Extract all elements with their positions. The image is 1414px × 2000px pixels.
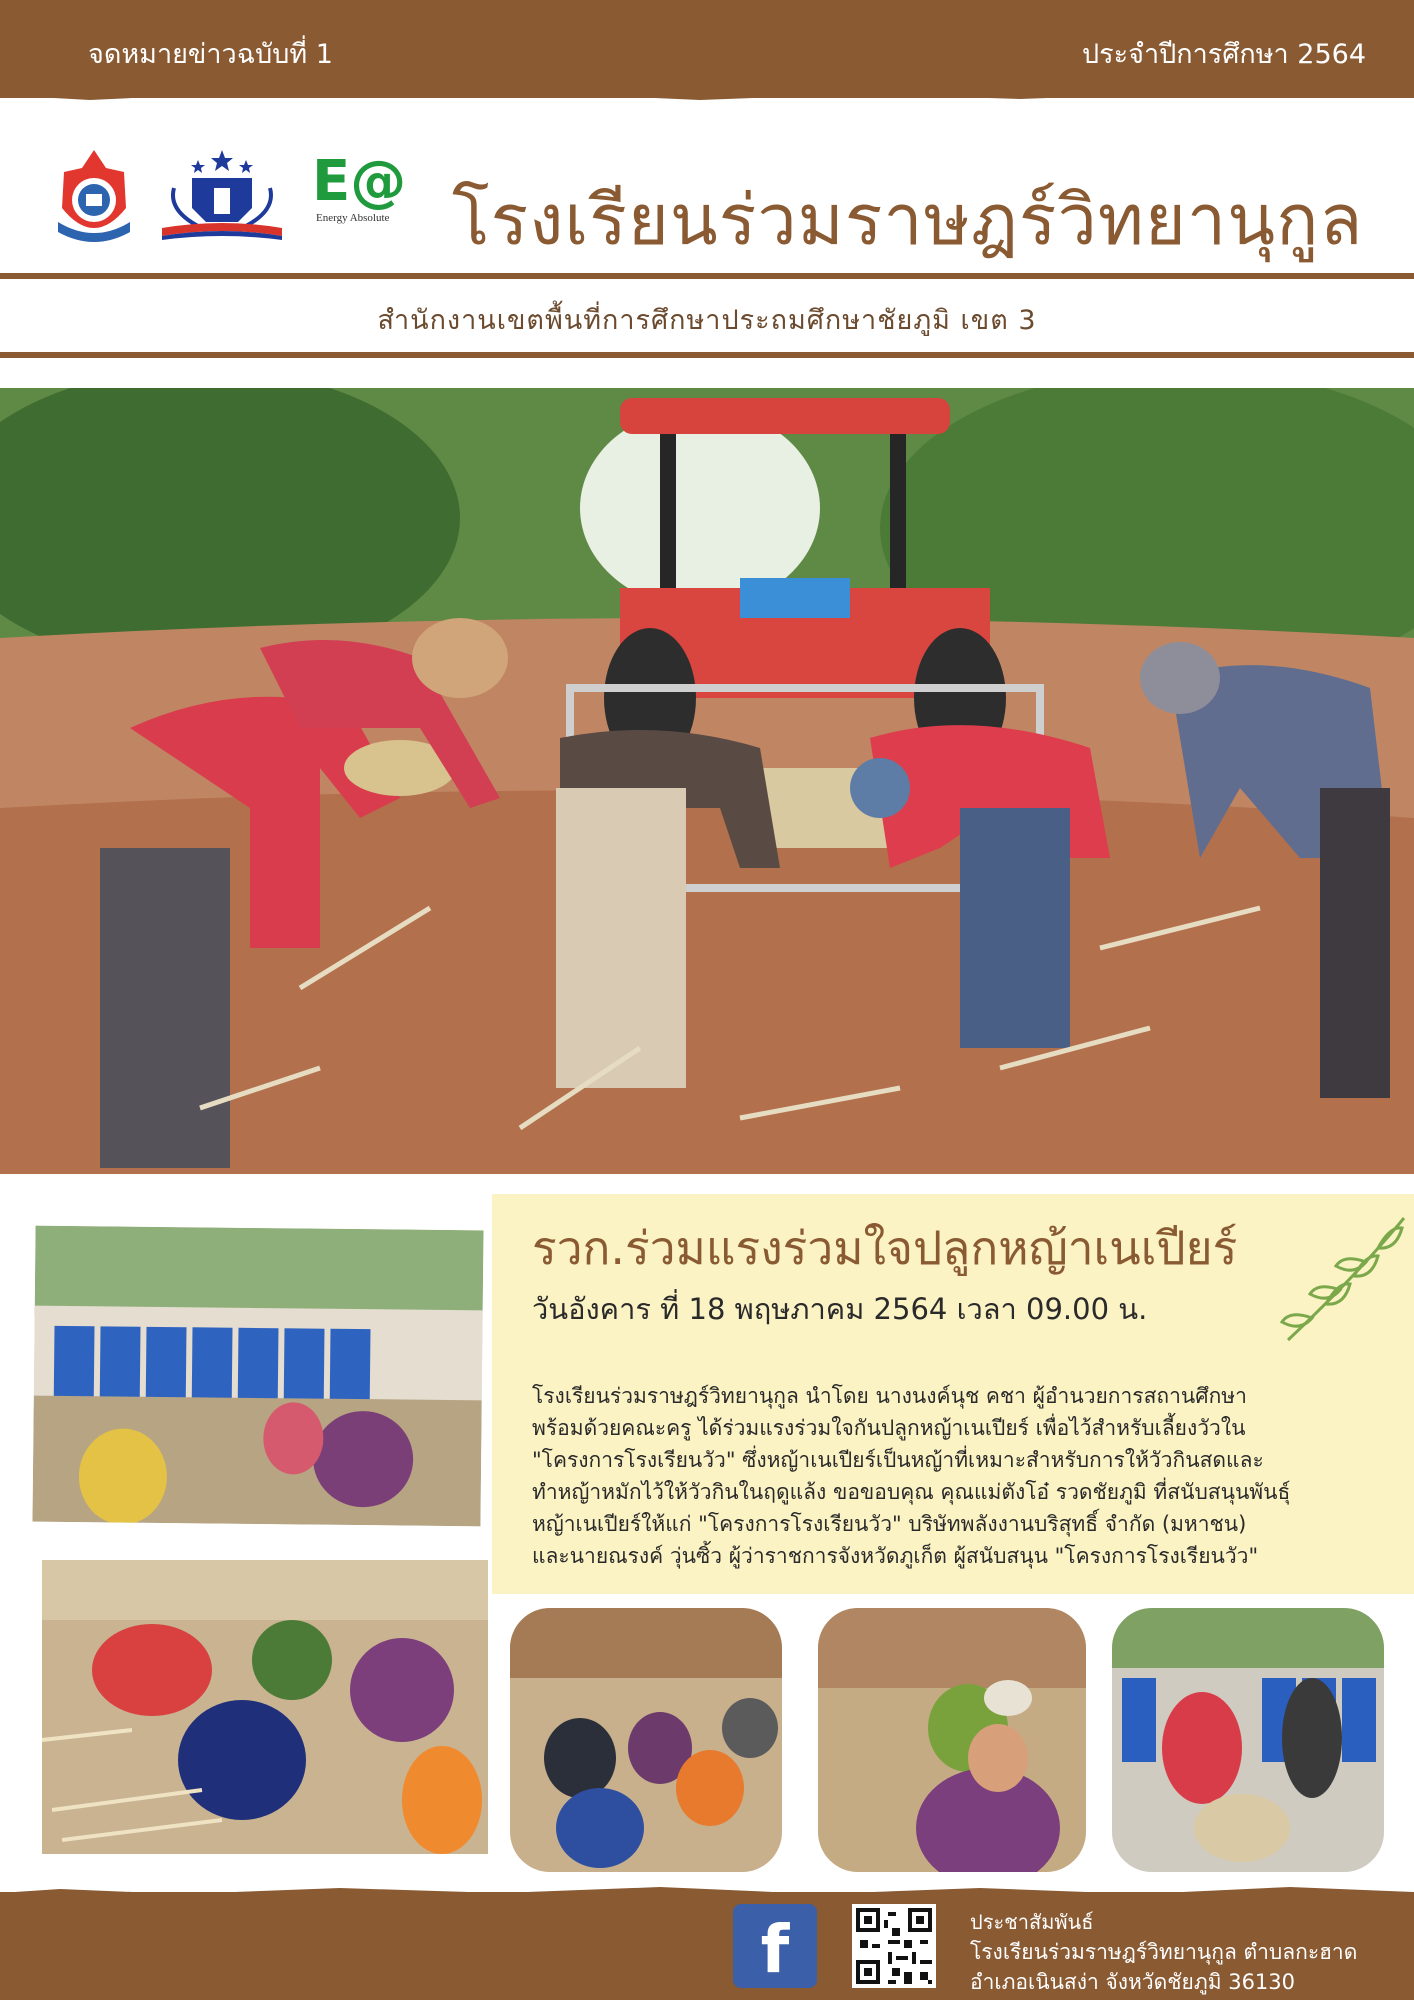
school-name: โรงเรียนร่วมราษฎร์วิทยานุกูล	[452, 179, 1364, 261]
article-line: โรงเรียนร่วมราษฎร์วิทยานุกูล นำโดย นางนงค์นุช คชา ผู้อำนวยการสถานศึกษา	[532, 1384, 1247, 1408]
article-title: รวก.ร่วมแรงร่วมใจปลูกหญ้าเนเปียร์	[532, 1221, 1238, 1275]
header-divider-top	[0, 273, 1414, 279]
photo-teachers-cutting-cane	[42, 1560, 488, 1854]
masthead	[0, 110, 1414, 280]
academic-year-label: ประจำปีการศึกษา 2564	[1081, 39, 1366, 70]
article-line: "โครงการโรงเรียนวัว" ซึ่งหญ้าเนเปียร์เป็นหญ้าที่เหมาะสำหรับการให้วัวกินสดและ	[532, 1448, 1264, 1472]
article-line: และนายณรงค์ วุ่นซิ้ว ผู้ว่าราชการจังหวัดภูเก็ต ผู้สนับสนุน "โครงการโรงเรียนวัว"	[532, 1544, 1259, 1568]
article-line: หญ้าเนเปียร์ให้แก่ "โครงการโรงเรียนวัว" บริษัทพลังงานบริสุทธิ์ จำกัด (มหาชน)	[532, 1512, 1247, 1536]
facebook-icon[interactable]: f	[733, 1904, 817, 1988]
hero-photo-planting	[0, 388, 1414, 1174]
school-address-line2: อำเภอเนินสง่า จังหวัดชัยภูมิ 36130	[970, 1970, 1296, 1994]
leaf-branch-icon	[1278, 1214, 1406, 1346]
education-office-name: สำนักงานเขตพื้นที่การศึกษาประถมศึกษาชัยภูมิ เขต 3	[377, 305, 1037, 336]
public-relations-heading: ประชาสัมพันธ์	[970, 1910, 1094, 1934]
photo-teacher-smiling	[818, 1608, 1086, 1872]
qr-code-icon[interactable]	[852, 1904, 936, 1988]
obec-logo-icon	[158, 148, 286, 242]
footer-torn-edge	[0, 1884, 1414, 1898]
top-banner	[0, 0, 1414, 98]
article-body	[532, 1380, 1372, 1572]
article-panel	[492, 1194, 1414, 1594]
sponsor-logo-caption: Energy Absolute	[316, 212, 390, 224]
photo-teachers-preparing-cane	[32, 1226, 483, 1527]
sponsor-logo-mark: E@	[312, 149, 407, 214]
energy-absolute-logo-icon	[312, 149, 408, 242]
article-date: วันอังคาร ที่ 18 พฤษภาคม 2564 เวลา 09.00 น.	[532, 1292, 1148, 1326]
article-line: พร้อมด้วยคณะครู ได้ร่วมแรงร่วมใจกันปลูกหญ้าเนเปียร์ เพื่อไว้สำหรับเลี้ยงวัวใน	[532, 1416, 1246, 1440]
photo-teachers-with-barrels	[1112, 1608, 1384, 1872]
banner-torn-edge	[0, 90, 1414, 104]
photo-group-working	[510, 1608, 782, 1872]
article-line: ทำหญ้าหมักไว้ให้วัวกินในฤดูแล้ง ขอขอบคุณ คุณแม่ตังโอ๋ รวดชัยภูมิ ที่สนับสนุนพันธุ์	[532, 1480, 1291, 1504]
school-address-line1: โรงเรียนร่วมราษฎร์วิทยานุกูล ตำบลกะฮาด	[970, 1940, 1358, 1964]
school-crest-icon	[54, 148, 134, 248]
issue-label: จดหมายข่าวฉบับที่ 1	[88, 39, 333, 70]
header-divider-bottom	[0, 352, 1414, 358]
